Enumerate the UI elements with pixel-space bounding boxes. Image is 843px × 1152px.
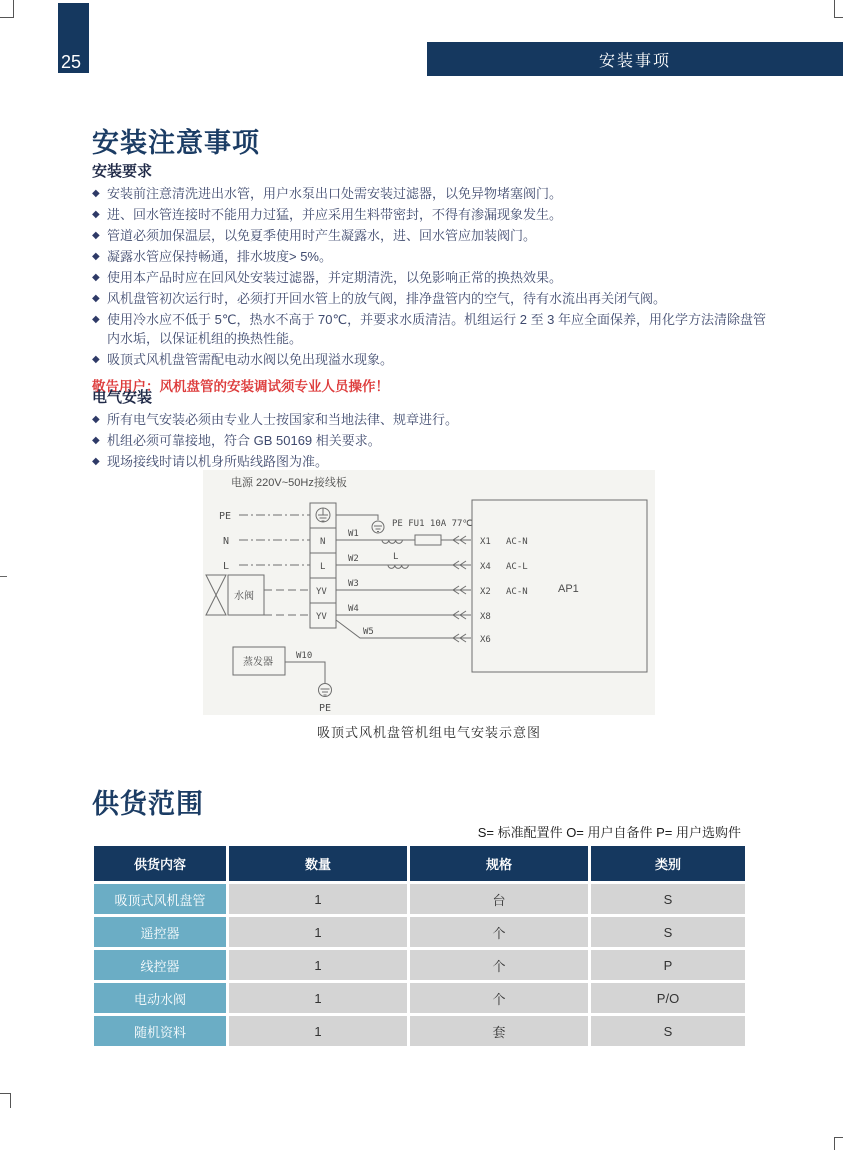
board-terminal-signal: AC-N (506, 587, 528, 597)
cell-item: 电动水阀 (94, 983, 226, 1013)
board-terminal-id: X4 (480, 562, 491, 572)
electrical-bullet-list (92, 410, 768, 471)
cell-qty: 1 (229, 1016, 407, 1046)
wire-w3-label: W3 (348, 579, 359, 589)
diamond-bullet-icon: ◆ (92, 314, 100, 325)
supply-lines (239, 515, 310, 565)
water-valve-label: 水阀 (234, 591, 254, 602)
supply-legend: S= 标准配置件 O= 用户自备件 P= 用户选购件 (477, 825, 741, 840)
electrical-install-section (92, 386, 768, 473)
wire-w4-label: W4 (348, 604, 359, 614)
diagram-src-l-label: L (223, 561, 230, 572)
list-item: ◆ 凝露水管应保持畅通，排水坡度> 5%。 (92, 249, 332, 264)
chapter-title: 安装事项 (598, 52, 671, 70)
diamond-bullet-icon: ◆ (92, 209, 100, 220)
diamond-bullet-icon: ◆ (92, 272, 100, 283)
cell-spec: 个 (410, 917, 588, 947)
cell-category: P/O (591, 983, 745, 1013)
cell-category: S (591, 917, 745, 947)
diagram-caption: 吸顶式风机盘管机组电气安装示意图 (316, 725, 541, 740)
crop-mark (834, 1137, 843, 1150)
block-yv2-label: YV (316, 612, 327, 622)
section-title-supply: 供货范围 (92, 789, 204, 819)
cell-qty: 1 (229, 917, 407, 947)
subheading-electrical: 电气安装 (92, 389, 153, 406)
board-terminal-signal: AC-L (506, 562, 528, 572)
wire-w10-label: W10 (296, 651, 313, 661)
user-warning-text: 敬告用户：风机盘管的安装调试须专业人员操作！ (92, 379, 389, 394)
diamond-bullet-icon: ◆ (92, 230, 100, 241)
diamond-bullet-icon: ◆ (92, 251, 100, 262)
diamond-bullet-icon: ◆ (92, 435, 100, 446)
cell-item: 线控器 (94, 950, 226, 980)
list-item: ◆ 机组必须可靠接地，符合 GB 50169 相关要求。 (92, 433, 381, 448)
arrow-icons (453, 536, 466, 642)
controller-label: AP1 (558, 583, 579, 595)
diamond-bullet-icon: ◆ (92, 293, 100, 304)
evaporator-pe-label: PE (319, 703, 332, 714)
diamond-bullet-icon: ◆ (92, 188, 100, 199)
board-terminal-signal: AC-N (506, 537, 528, 547)
wire-w5-label: W5 (363, 627, 374, 637)
chapter-header-bar (427, 42, 843, 76)
crop-mark (0, 0, 14, 18)
crop-mark (0, 1093, 11, 1108)
list-item: ◆ 安装前注意清洗进出水管，用户水泵出口处需安装过滤器，以免异物堵塞阀门。 (92, 186, 563, 201)
cell-category: S (591, 1016, 745, 1046)
table-row (94, 1016, 745, 1046)
diamond-bullet-icon: ◆ (92, 414, 100, 425)
col-header: 类别 (591, 846, 745, 881)
cell-spec: 个 (410, 950, 588, 980)
cell-category: P (591, 950, 745, 980)
diagram-power-label: 电源 220V~50Hz接线板 (231, 477, 347, 489)
diamond-bullet-icon: ◆ (92, 354, 100, 365)
board-terminal-id: X8 (480, 612, 491, 622)
evaporator-label: 蒸发器 (243, 657, 273, 668)
crop-mark (0, 576, 7, 577)
table-header-row (94, 846, 745, 881)
cell-qty: 1 (229, 983, 407, 1013)
cell-qty: 1 (229, 950, 407, 980)
list-item: ◆ 现场接线时请以机身所贴线路图为准。 (92, 454, 329, 469)
crop-mark (834, 0, 843, 18)
list-item: ◆ 吸顶式风机盘管需配电动水阀以免出现溢水现象。 (92, 352, 394, 367)
list-item: ◆ 使用本产品时应在回风处安装过滤器，并定期清洗，以免影响正常的换热效果。 (92, 270, 563, 285)
diagram-src-n-label: N (223, 536, 230, 547)
cell-item: 遥控器 (94, 917, 226, 947)
cell-item: 随机资料 (94, 1016, 226, 1046)
fuse-label: PE FU1 10A 77℃ (392, 519, 473, 529)
pe-branch (336, 515, 384, 533)
section-title-install: 安装注意事项 (92, 128, 260, 158)
board-terminal-id: X2 (480, 587, 491, 597)
block-l-label: L (320, 562, 326, 572)
table-row (94, 917, 745, 947)
evaporator-ground (285, 662, 332, 697)
diagram-src-pe-label: PE (219, 511, 232, 522)
cell-spec: 套 (410, 1016, 588, 1046)
cell-item: 吸顶式风机盘管 (94, 884, 226, 914)
list-item: ◆ 所有电气安装必须由专业人士按国家和当地法律、规章进行。 (92, 412, 459, 427)
board-terminal-id: X6 (480, 635, 491, 645)
table-row (94, 950, 745, 980)
requirements-bullet-list (92, 184, 768, 369)
col-header: 供货内容 (94, 846, 226, 881)
col-header: 数量 (229, 846, 407, 881)
subheading-requirements: 安装要求 (92, 163, 153, 180)
cell-spec: 台 (410, 884, 588, 914)
page-number-tab (58, 3, 89, 73)
wiring-diagram-svg (203, 470, 655, 715)
diamond-bullet-icon: ◆ (92, 456, 100, 467)
board-terminal-id: X1 (480, 537, 491, 547)
wiring-diagram (203, 470, 655, 715)
list-item: ◆ 使用冷水应不低于 5℃，热水不高于 70℃，并要求水质清洁。机组运行 2 至 3 年应全面保养，用化学方法清除盘管内水垢，以保证机组的换热性能。 (92, 312, 767, 346)
cell-spec: 个 (410, 983, 588, 1013)
list-item: ◆ 管道必须加保温层，以免夏季使用时产生凝露水，进、回水管应加装阀门。 (92, 228, 537, 243)
page-number: 25 (61, 52, 82, 72)
inductor-label: L (393, 552, 399, 562)
cell-qty: 1 (229, 884, 407, 914)
valve-connection-lines (264, 590, 310, 615)
block-yv1-label: YV (316, 587, 327, 597)
wire-w2-label: W2 (348, 554, 359, 564)
table-row (94, 884, 745, 914)
list-item: ◆ 进、回水管连接时不能用力过猛，并应采用生料带密封，不得有渗漏现象发生。 (92, 207, 563, 222)
list-item: ◆ 风机盘管初次运行时，必须打开回水管上的放气阀，排净盘管内的空气，待有水流出再关闭气阀。 (92, 291, 667, 306)
table-row (94, 983, 745, 1013)
block-n-label: N (320, 537, 326, 547)
install-requirements-section (92, 160, 768, 395)
supply-table (91, 843, 748, 1049)
cell-category: S (591, 884, 745, 914)
wire-w1-label: W1 (348, 529, 359, 539)
col-header: 规格 (410, 846, 588, 881)
